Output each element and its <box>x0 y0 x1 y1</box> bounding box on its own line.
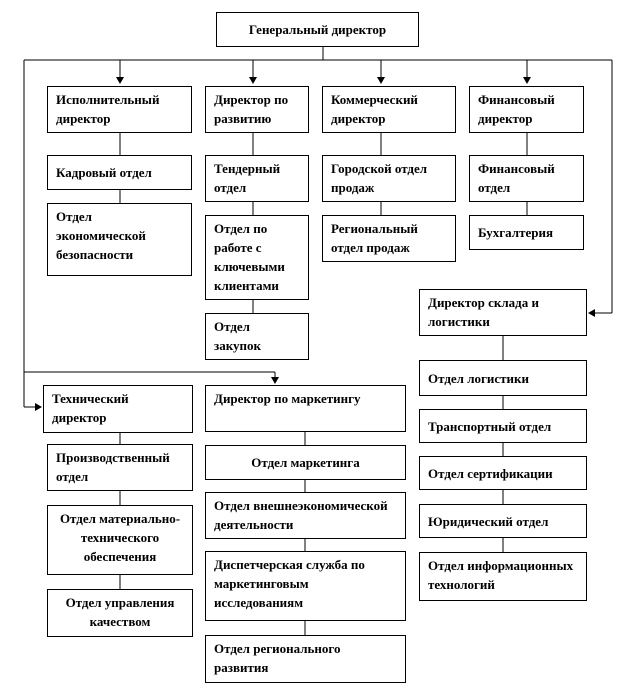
legal-department-box: Юридический отдел <box>419 504 587 538</box>
arrow-left-icon <box>588 309 595 317</box>
city-sales-department-box: Городской отдел продаж <box>322 155 456 202</box>
hr-department-box: Кадровый отдел <box>47 155 192 190</box>
marketing-department-box: Отдел маркетинга <box>205 445 406 480</box>
foreign-economic-department-box: Отдел внешнеэкономической деятельности <box>205 492 406 539</box>
commercial-director-box: Коммерческий директор <box>322 86 456 133</box>
marketing-research-service-box: Диспетчерская служба по маркетинговым исследованиям <box>205 551 406 621</box>
logistics-department-box: Отдел логистики <box>419 360 587 396</box>
arrow-down-icon <box>249 77 257 84</box>
quality-management-department-box: Отдел управления качеством <box>47 589 193 637</box>
regional-development-department-box: Отдел регионального развития <box>205 635 406 683</box>
key-clients-department-box: Отдел по работе с ключевыми клиентами <box>205 215 309 300</box>
development-director-box: Директор по развитию <box>205 86 309 133</box>
arrow-down-icon <box>377 77 385 84</box>
warehouse-logistics-director-box: Директор склада и логистики <box>419 289 587 336</box>
material-supply-department-box: Отдел материально-технического обеспечения <box>47 505 193 575</box>
economic-security-department-box: Отдел экономической безопасности <box>47 203 192 276</box>
technical-director-box: Технический директор <box>43 385 193 433</box>
regional-sales-department-box: Региональный отдел продаж <box>322 215 456 262</box>
ceo-box: Генеральный директор <box>216 12 419 47</box>
financial-director-box: Финансовый директор <box>469 86 584 133</box>
marketing-director-box: Директор по маркетингу <box>205 385 406 432</box>
financial-department-box: Финансовый отдел <box>469 155 584 202</box>
accounting-box: Бухгалтерия <box>469 215 584 250</box>
production-department-box: Производственный отдел <box>47 444 193 491</box>
arrow-right-icon <box>35 403 42 411</box>
arrow-down-icon <box>116 77 124 84</box>
tender-department-box: Тендерный отдел <box>205 155 309 202</box>
transport-department-box: Транспортный отдел <box>419 409 587 443</box>
arrow-down-icon <box>523 77 531 84</box>
executive-director-box: Исполнительный директор <box>47 86 192 133</box>
arrow-down-icon <box>271 377 279 384</box>
certification-department-box: Отдел сертификации <box>419 456 587 490</box>
procurement-department-box: Отдел закупок <box>205 313 309 360</box>
it-department-box: Отдел информационных технологий <box>419 552 587 601</box>
